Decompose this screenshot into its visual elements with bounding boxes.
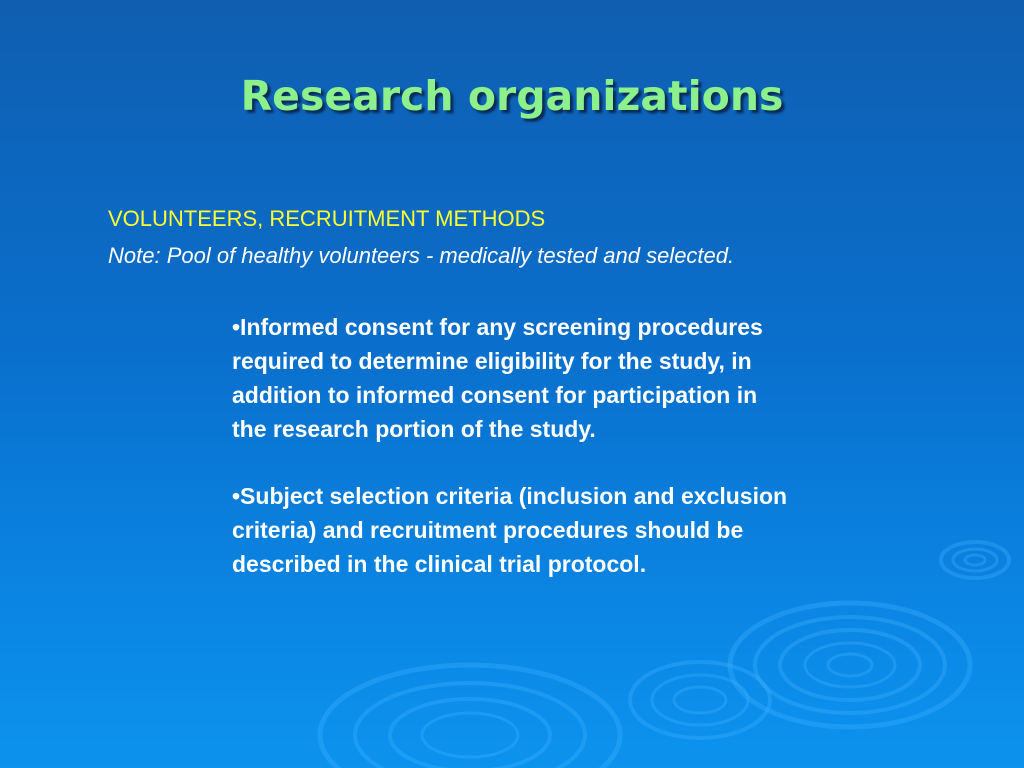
bullet-line: •Informed consent for any screening procedures [232, 314, 763, 340]
slide-title: Research organizations [240, 72, 784, 120]
bullet-line: described in the clinical trial protocol. [232, 551, 647, 577]
bullet-line: criteria) and recruitment procedures should be [232, 517, 744, 543]
bullet-line: required to determine eligibility for the study, in [232, 348, 752, 374]
bullet-line: •Subject selection criteria (inclusion and exclusion [232, 483, 788, 509]
note-text: Note: Pool of healthy volunteers - medically tested and selected. [108, 243, 735, 268]
bullet-line: the research portion of the study. [232, 416, 596, 442]
bullet-informed-consent [232, 310, 952, 446]
section-heading: VOLUNTEERS, RECRUITMENT METHODS [108, 206, 546, 231]
bullet-selection-criteria [232, 479, 952, 581]
bullet-line: addition to informed consent for participation in [232, 382, 758, 408]
